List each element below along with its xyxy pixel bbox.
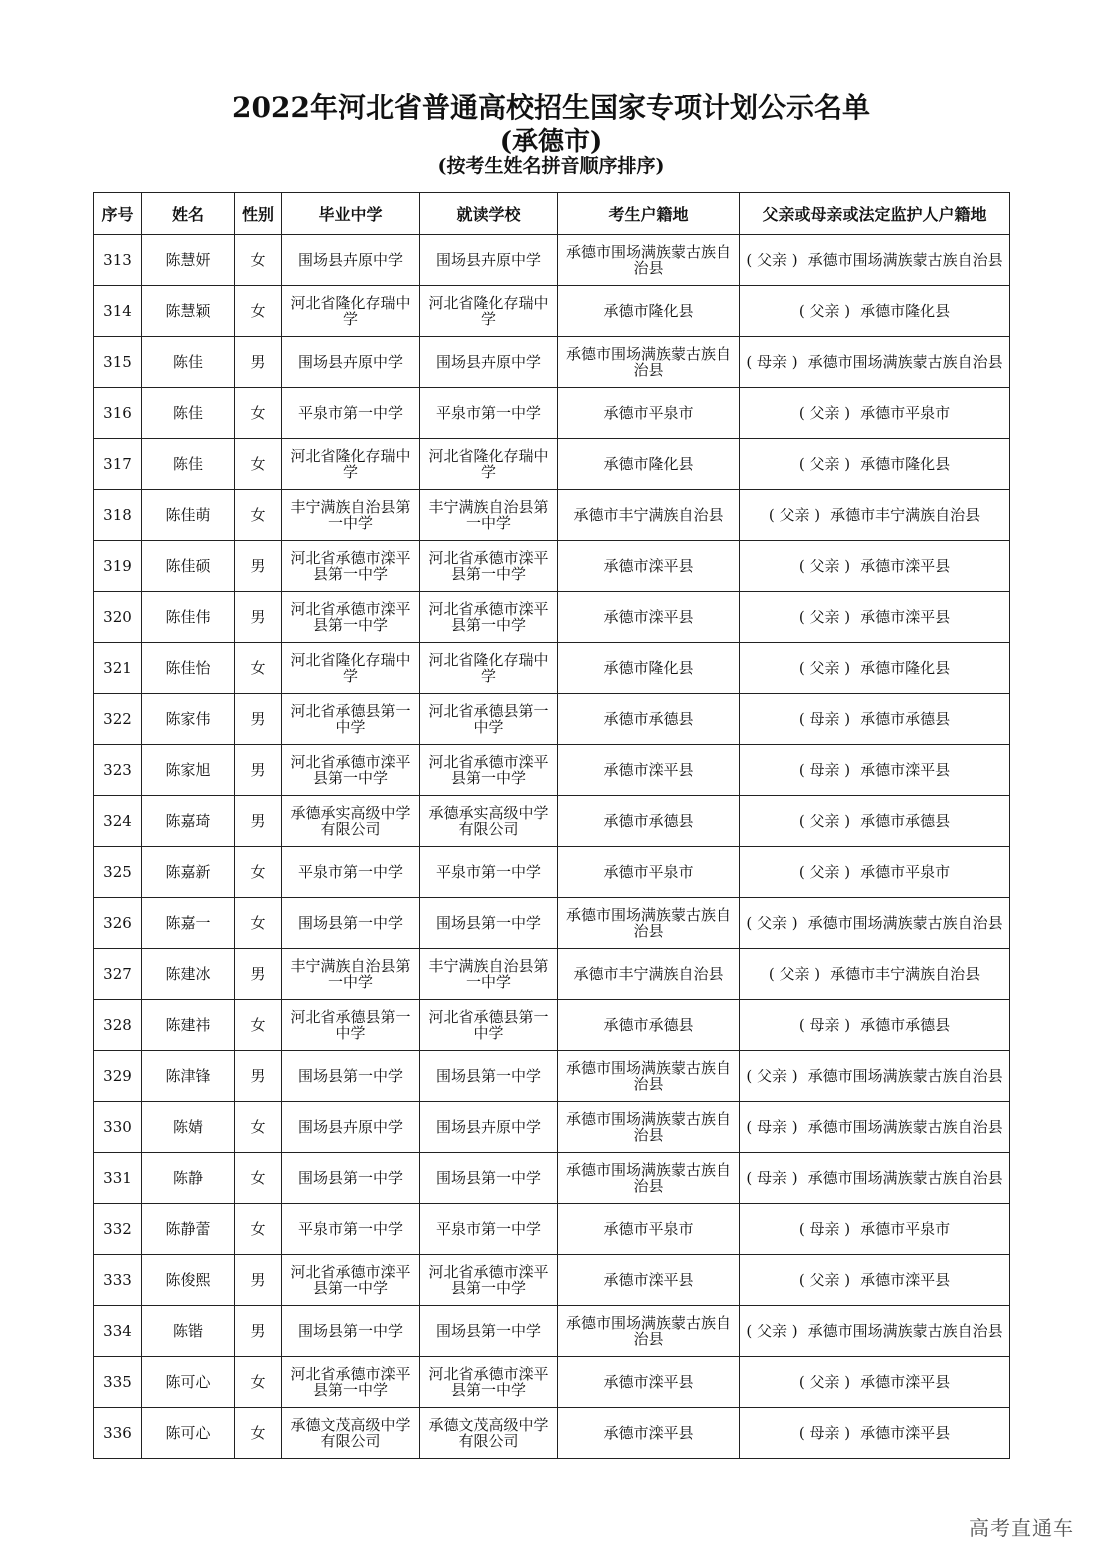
cell-index: 324 bbox=[94, 796, 142, 847]
watermark: 高考直通车 bbox=[969, 1516, 1074, 1540]
table-row bbox=[94, 388, 1010, 439]
cell-hukou: 承德市丰宁满族自治县 bbox=[558, 490, 740, 541]
roster-table bbox=[93, 192, 1010, 1459]
cell-index: 317 bbox=[94, 439, 142, 490]
cell-hukou: 承德市滦平县 bbox=[558, 1357, 740, 1408]
guardian-hukou-place: 承德市围场满族蒙古族自治县 bbox=[807, 251, 1003, 269]
guardian-relation: ( 父亲 ) bbox=[768, 506, 821, 524]
cell-current-school: 承德承实高级中学有限公司 bbox=[420, 796, 558, 847]
table-row bbox=[94, 949, 1010, 1000]
guardian-relation: ( 母亲 ) bbox=[746, 1118, 798, 1136]
cell-hukou: 承德市滦平县 bbox=[558, 1408, 740, 1459]
cell-gender: 男 bbox=[235, 592, 282, 643]
cell-index: 336 bbox=[94, 1408, 142, 1459]
table-row bbox=[94, 490, 1010, 541]
sort-note: (按考生姓名拼音顺序排序) bbox=[437, 155, 665, 177]
cell-gender: 女 bbox=[235, 1000, 282, 1051]
header-cell-gender: 性别 bbox=[235, 193, 282, 235]
cell-hukou: 承德市承德县 bbox=[558, 796, 740, 847]
document-title: 2022年河北省普通高校招生国家专项计划公示名单 bbox=[232, 91, 870, 124]
cell-name: 陈婧 bbox=[142, 1102, 235, 1153]
cell-current-school: 河北省承德市滦平县第一中学 bbox=[420, 1357, 558, 1408]
table-row bbox=[94, 1153, 1010, 1204]
cell-grad-school: 丰宁满族自治县第一中学 bbox=[282, 949, 420, 1000]
guardian-hukou-place: 承德市承德县 bbox=[860, 812, 951, 830]
table-row bbox=[94, 694, 1010, 745]
guardian-relation: ( 母亲 ) bbox=[798, 1016, 851, 1034]
cell-hukou: 承德市滦平县 bbox=[558, 1255, 740, 1306]
cell-index: 329 bbox=[94, 1051, 142, 1102]
cell-gender: 男 bbox=[235, 1051, 282, 1102]
table-row bbox=[94, 439, 1010, 490]
cell-grad-school: 河北省承德市滦平县第一中学 bbox=[282, 745, 420, 796]
table-row bbox=[94, 898, 1010, 949]
cell-gender: 女 bbox=[235, 235, 282, 286]
cell-hukou: 承德市围场满族蒙古族自治县 bbox=[558, 1051, 740, 1102]
cell-guardian-hukou bbox=[740, 592, 1010, 643]
guardian-hukou-place: 承德市围场满族蒙古族自治县 bbox=[807, 1322, 1003, 1340]
guardian-hukou-place: 承德市平泉市 bbox=[860, 863, 951, 881]
guardian-hukou-place: 承德市隆化县 bbox=[860, 302, 951, 320]
cell-index: 321 bbox=[94, 643, 142, 694]
document-subtitle: (承德市) bbox=[499, 127, 603, 157]
cell-name: 陈可心 bbox=[142, 1357, 235, 1408]
cell-current-school: 河北省隆化存瑞中学 bbox=[420, 286, 558, 337]
cell-guardian-hukou bbox=[740, 898, 1010, 949]
table-row bbox=[94, 745, 1010, 796]
cell-index: 325 bbox=[94, 847, 142, 898]
cell-name: 陈佳怡 bbox=[142, 643, 235, 694]
cell-index: 331 bbox=[94, 1153, 142, 1204]
guardian-relation: ( 母亲 ) bbox=[746, 353, 798, 371]
guardian-relation: ( 父亲 ) bbox=[746, 251, 798, 269]
cell-index: 326 bbox=[94, 898, 142, 949]
guardian-relation: ( 父亲 ) bbox=[798, 302, 851, 320]
guardian-relation: ( 父亲 ) bbox=[798, 404, 851, 422]
cell-index: 334 bbox=[94, 1306, 142, 1357]
guardian-hukou-place: 承德市滦平县 bbox=[860, 1271, 951, 1289]
cell-grad-school: 河北省隆化存瑞中学 bbox=[282, 643, 420, 694]
guardian-hukou-place: 承德市围场满族蒙古族自治县 bbox=[807, 353, 1003, 371]
guardian-hukou-place: 承德市围场满族蒙古族自治县 bbox=[807, 1169, 1003, 1187]
cell-index: 318 bbox=[94, 490, 142, 541]
cell-hukou: 承德市丰宁满族自治县 bbox=[558, 949, 740, 1000]
table-row bbox=[94, 1051, 1010, 1102]
guardian-hukou-place: 承德市围场满族蒙古族自治县 bbox=[807, 914, 1003, 932]
cell-current-school: 河北省隆化存瑞中学 bbox=[420, 439, 558, 490]
cell-index: 314 bbox=[94, 286, 142, 337]
cell-current-school: 承德文茂高级中学有限公司 bbox=[420, 1408, 558, 1459]
cell-hukou: 承德市隆化县 bbox=[558, 439, 740, 490]
cell-current-school: 围场县第一中学 bbox=[420, 1051, 558, 1102]
cell-guardian-hukou bbox=[740, 1204, 1010, 1255]
cell-current-school: 河北省承德市滦平县第一中学 bbox=[420, 592, 558, 643]
cell-current-school: 河北省承德市滦平县第一中学 bbox=[420, 745, 558, 796]
table-row bbox=[94, 1204, 1010, 1255]
cell-index: 322 bbox=[94, 694, 142, 745]
cell-guardian-hukou bbox=[740, 1153, 1010, 1204]
cell-guardian-hukou bbox=[740, 1051, 1010, 1102]
cell-gender: 男 bbox=[235, 694, 282, 745]
cell-index: 328 bbox=[94, 1000, 142, 1051]
table-row bbox=[94, 592, 1010, 643]
cell-current-school: 河北省承德市滦平县第一中学 bbox=[420, 1255, 558, 1306]
cell-gender: 男 bbox=[235, 949, 282, 1000]
cell-current-school: 河北省承德市滦平县第一中学 bbox=[420, 541, 558, 592]
cell-gender: 女 bbox=[235, 898, 282, 949]
table-row bbox=[94, 1357, 1010, 1408]
cell-name: 陈佳 bbox=[142, 337, 235, 388]
cell-name: 陈佳伟 bbox=[142, 592, 235, 643]
cell-index: 332 bbox=[94, 1204, 142, 1255]
cell-gender: 男 bbox=[235, 1306, 282, 1357]
guardian-hukou-place: 承德市滦平县 bbox=[860, 557, 951, 575]
header-cell-guardian-hukou: 父亲或母亲或法定监护人户籍地 bbox=[740, 193, 1010, 235]
guardian-hukou-place: 承德市平泉市 bbox=[860, 404, 951, 422]
cell-grad-school: 河北省承德市滦平县第一中学 bbox=[282, 1255, 420, 1306]
cell-name: 陈嘉新 bbox=[142, 847, 235, 898]
cell-current-school: 丰宁满族自治县第一中学 bbox=[420, 490, 558, 541]
guardian-relation: ( 母亲 ) bbox=[798, 1220, 851, 1238]
table-row bbox=[94, 286, 1010, 337]
cell-guardian-hukou bbox=[740, 1000, 1010, 1051]
cell-index: 330 bbox=[94, 1102, 142, 1153]
cell-gender: 男 bbox=[235, 1255, 282, 1306]
guardian-hukou-place: 承德市滦平县 bbox=[860, 1424, 951, 1442]
cell-guardian-hukou bbox=[740, 643, 1010, 694]
guardian-hukou-place: 承德市围场满族蒙古族自治县 bbox=[807, 1118, 1003, 1136]
cell-current-school: 围场县卉原中学 bbox=[420, 235, 558, 286]
cell-gender: 女 bbox=[235, 1357, 282, 1408]
cell-hukou: 承德市滦平县 bbox=[558, 745, 740, 796]
cell-grad-school: 围场县卉原中学 bbox=[282, 337, 420, 388]
cell-grad-school: 承德文茂高级中学有限公司 bbox=[282, 1408, 420, 1459]
cell-guardian-hukou bbox=[740, 439, 1010, 490]
cell-index: 327 bbox=[94, 949, 142, 1000]
table-row bbox=[94, 337, 1010, 388]
cell-current-school: 河北省承德县第一中学 bbox=[420, 1000, 558, 1051]
cell-current-school: 围场县卉原中学 bbox=[420, 1102, 558, 1153]
cell-index: 313 bbox=[94, 235, 142, 286]
table-row bbox=[94, 541, 1010, 592]
cell-guardian-hukou bbox=[740, 1255, 1010, 1306]
cell-guardian-hukou bbox=[740, 745, 1010, 796]
cell-grad-school: 围场县卉原中学 bbox=[282, 235, 420, 286]
cell-current-school: 河北省隆化存瑞中学 bbox=[420, 643, 558, 694]
cell-hukou: 承德市承德县 bbox=[558, 694, 740, 745]
table-row bbox=[94, 1408, 1010, 1459]
guardian-hukou-place: 承德市滦平县 bbox=[860, 761, 951, 779]
guardian-hukou-place: 承德市隆化县 bbox=[860, 659, 951, 677]
cell-index: 316 bbox=[94, 388, 142, 439]
cell-guardian-hukou bbox=[740, 949, 1010, 1000]
cell-name: 陈家旭 bbox=[142, 745, 235, 796]
cell-grad-school: 河北省承德市滦平县第一中学 bbox=[282, 592, 420, 643]
guardian-hukou-place: 承德市滦平县 bbox=[860, 1373, 951, 1391]
guardian-hukou-place: 承德市滦平县 bbox=[860, 608, 951, 626]
cell-gender: 女 bbox=[235, 388, 282, 439]
cell-gender: 男 bbox=[235, 796, 282, 847]
cell-current-school: 河北省承德县第一中学 bbox=[420, 694, 558, 745]
cell-name: 陈可心 bbox=[142, 1408, 235, 1459]
cell-name: 陈嘉琦 bbox=[142, 796, 235, 847]
guardian-hukou-place: 承德市承德县 bbox=[860, 1016, 951, 1034]
cell-gender: 男 bbox=[235, 337, 282, 388]
cell-guardian-hukou bbox=[740, 286, 1010, 337]
cell-grad-school: 平泉市第一中学 bbox=[282, 388, 420, 439]
cell-index: 315 bbox=[94, 337, 142, 388]
cell-gender: 女 bbox=[235, 1102, 282, 1153]
guardian-hukou-place: 承德市丰宁满族自治县 bbox=[830, 506, 981, 524]
cell-current-school: 围场县第一中学 bbox=[420, 898, 558, 949]
cell-current-school: 平泉市第一中学 bbox=[420, 847, 558, 898]
cell-index: 319 bbox=[94, 541, 142, 592]
cell-name: 陈锴 bbox=[142, 1306, 235, 1357]
cell-grad-school: 围场县第一中学 bbox=[282, 1051, 420, 1102]
cell-grad-school: 承德承实高级中学有限公司 bbox=[282, 796, 420, 847]
cell-hukou: 承德市围场满族蒙古族自治县 bbox=[558, 1102, 740, 1153]
cell-index: 323 bbox=[94, 745, 142, 796]
cell-name: 陈佳萌 bbox=[142, 490, 235, 541]
cell-current-school: 平泉市第一中学 bbox=[420, 1204, 558, 1255]
cell-name: 陈家伟 bbox=[142, 694, 235, 745]
cell-gender: 女 bbox=[235, 1153, 282, 1204]
cell-gender: 男 bbox=[235, 541, 282, 592]
table-row bbox=[94, 643, 1010, 694]
cell-name: 陈佳硕 bbox=[142, 541, 235, 592]
cell-grad-school: 河北省承德市滦平县第一中学 bbox=[282, 541, 420, 592]
cell-gender: 女 bbox=[235, 1408, 282, 1459]
cell-guardian-hukou bbox=[740, 337, 1010, 388]
cell-guardian-hukou bbox=[740, 235, 1010, 286]
cell-current-school: 丰宁满族自治县第一中学 bbox=[420, 949, 558, 1000]
cell-hukou: 承德市隆化县 bbox=[558, 286, 740, 337]
cell-grad-school: 河北省隆化存瑞中学 bbox=[282, 286, 420, 337]
cell-name: 陈佳 bbox=[142, 439, 235, 490]
guardian-relation: ( 父亲 ) bbox=[798, 1373, 851, 1391]
cell-hukou: 承德市滦平县 bbox=[558, 541, 740, 592]
cell-guardian-hukou bbox=[740, 541, 1010, 592]
cell-guardian-hukou bbox=[740, 1306, 1010, 1357]
guardian-hukou-place: 承德市平泉市 bbox=[860, 1220, 951, 1238]
cell-hukou: 承德市围场满族蒙古族自治县 bbox=[558, 337, 740, 388]
guardian-relation: ( 母亲 ) bbox=[746, 1169, 798, 1187]
guardian-relation: ( 父亲 ) bbox=[798, 608, 851, 626]
cell-hukou: 承德市围场满族蒙古族自治县 bbox=[558, 1153, 740, 1204]
table-row bbox=[94, 796, 1010, 847]
cell-name: 陈俊熙 bbox=[142, 1255, 235, 1306]
cell-grad-school: 围场县第一中学 bbox=[282, 898, 420, 949]
cell-gender: 女 bbox=[235, 490, 282, 541]
header-cell-hukou: 考生户籍地 bbox=[558, 193, 740, 235]
cell-guardian-hukou bbox=[740, 847, 1010, 898]
cell-grad-school: 河北省承德市滦平县第一中学 bbox=[282, 1357, 420, 1408]
table-row bbox=[94, 1102, 1010, 1153]
cell-name: 陈嘉一 bbox=[142, 898, 235, 949]
cell-grad-school: 河北省承德县第一中学 bbox=[282, 1000, 420, 1051]
table-row bbox=[94, 847, 1010, 898]
cell-guardian-hukou bbox=[740, 490, 1010, 541]
cell-name: 陈建祎 bbox=[142, 1000, 235, 1051]
header-cell-current-school: 就读学校 bbox=[420, 193, 558, 235]
cell-name: 陈建冰 bbox=[142, 949, 235, 1000]
table-body bbox=[94, 235, 1010, 1459]
cell-hukou: 承德市围场满族蒙古族自治县 bbox=[558, 1306, 740, 1357]
guardian-relation: ( 父亲 ) bbox=[798, 659, 851, 677]
header-cell-grad-school: 毕业中学 bbox=[282, 193, 420, 235]
table-row bbox=[94, 1306, 1010, 1357]
guardian-relation: ( 父亲 ) bbox=[746, 1322, 798, 1340]
cell-grad-school: 围场县第一中学 bbox=[282, 1306, 420, 1357]
cell-hukou: 承德市平泉市 bbox=[558, 847, 740, 898]
cell-hukou: 承德市隆化县 bbox=[558, 643, 740, 694]
cell-grad-school: 河北省承德县第一中学 bbox=[282, 694, 420, 745]
cell-hukou: 承德市平泉市 bbox=[558, 1204, 740, 1255]
cell-guardian-hukou bbox=[740, 1357, 1010, 1408]
table-header-row bbox=[94, 193, 1010, 235]
cell-hukou: 承德市围场满族蒙古族自治县 bbox=[558, 235, 740, 286]
cell-current-school: 围场县卉原中学 bbox=[420, 337, 558, 388]
cell-grad-school: 河北省隆化存瑞中学 bbox=[282, 439, 420, 490]
cell-grad-school: 平泉市第一中学 bbox=[282, 847, 420, 898]
cell-index: 320 bbox=[94, 592, 142, 643]
table-row bbox=[94, 1255, 1010, 1306]
cell-current-school: 平泉市第一中学 bbox=[420, 388, 558, 439]
guardian-hukou-place: 承德市围场满族蒙古族自治县 bbox=[807, 1067, 1003, 1085]
cell-current-school: 围场县第一中学 bbox=[420, 1306, 558, 1357]
cell-index: 333 bbox=[94, 1255, 142, 1306]
guardian-relation: ( 父亲 ) bbox=[746, 1067, 798, 1085]
cell-guardian-hukou bbox=[740, 1408, 1010, 1459]
cell-gender: 女 bbox=[235, 847, 282, 898]
guardian-relation: ( 父亲 ) bbox=[798, 455, 851, 473]
guardian-hukou-place: 承德市隆化县 bbox=[860, 455, 951, 473]
cell-guardian-hukou bbox=[740, 694, 1010, 745]
guardian-relation: ( 父亲 ) bbox=[768, 965, 821, 983]
cell-gender: 女 bbox=[235, 439, 282, 490]
cell-guardian-hukou bbox=[740, 388, 1010, 439]
cell-grad-school: 丰宁满族自治县第一中学 bbox=[282, 490, 420, 541]
guardian-hukou-place: 承德市承德县 bbox=[860, 710, 951, 728]
guardian-relation: ( 父亲 ) bbox=[798, 557, 851, 575]
cell-hukou: 承德市平泉市 bbox=[558, 388, 740, 439]
cell-hukou: 承德市滦平县 bbox=[558, 592, 740, 643]
cell-guardian-hukou bbox=[740, 796, 1010, 847]
cell-name: 陈慧妍 bbox=[142, 235, 235, 286]
guardian-relation: ( 父亲 ) bbox=[798, 812, 851, 830]
cell-guardian-hukou bbox=[740, 1102, 1010, 1153]
cell-name: 陈佳 bbox=[142, 388, 235, 439]
cell-name: 陈静 bbox=[142, 1153, 235, 1204]
header-cell-index: 序号 bbox=[94, 193, 142, 235]
guardian-relation: ( 父亲 ) bbox=[798, 1271, 851, 1289]
guardian-hukou-place: 承德市丰宁满族自治县 bbox=[830, 965, 981, 983]
cell-hukou: 承德市围场满族蒙古族自治县 bbox=[558, 898, 740, 949]
guardian-relation: ( 父亲 ) bbox=[746, 914, 798, 932]
cell-hukou: 承德市承德县 bbox=[558, 1000, 740, 1051]
cell-name: 陈慧颖 bbox=[142, 286, 235, 337]
cell-gender: 女 bbox=[235, 1204, 282, 1255]
table-row bbox=[94, 1000, 1010, 1051]
guardian-relation: ( 母亲 ) bbox=[798, 1424, 851, 1442]
cell-index: 335 bbox=[94, 1357, 142, 1408]
cell-grad-school: 围场县卉原中学 bbox=[282, 1102, 420, 1153]
cell-gender: 女 bbox=[235, 286, 282, 337]
guardian-relation: ( 母亲 ) bbox=[798, 710, 851, 728]
table-row bbox=[94, 235, 1010, 286]
cell-name: 陈静蕾 bbox=[142, 1204, 235, 1255]
cell-grad-school: 平泉市第一中学 bbox=[282, 1204, 420, 1255]
cell-gender: 男 bbox=[235, 745, 282, 796]
cell-name: 陈津锋 bbox=[142, 1051, 235, 1102]
header-cell-name: 姓名 bbox=[142, 193, 235, 235]
cell-gender: 女 bbox=[235, 643, 282, 694]
cell-current-school: 围场县第一中学 bbox=[420, 1153, 558, 1204]
guardian-relation: ( 母亲 ) bbox=[798, 761, 851, 779]
cell-grad-school: 围场县第一中学 bbox=[282, 1153, 420, 1204]
guardian-relation: ( 父亲 ) bbox=[798, 863, 851, 881]
